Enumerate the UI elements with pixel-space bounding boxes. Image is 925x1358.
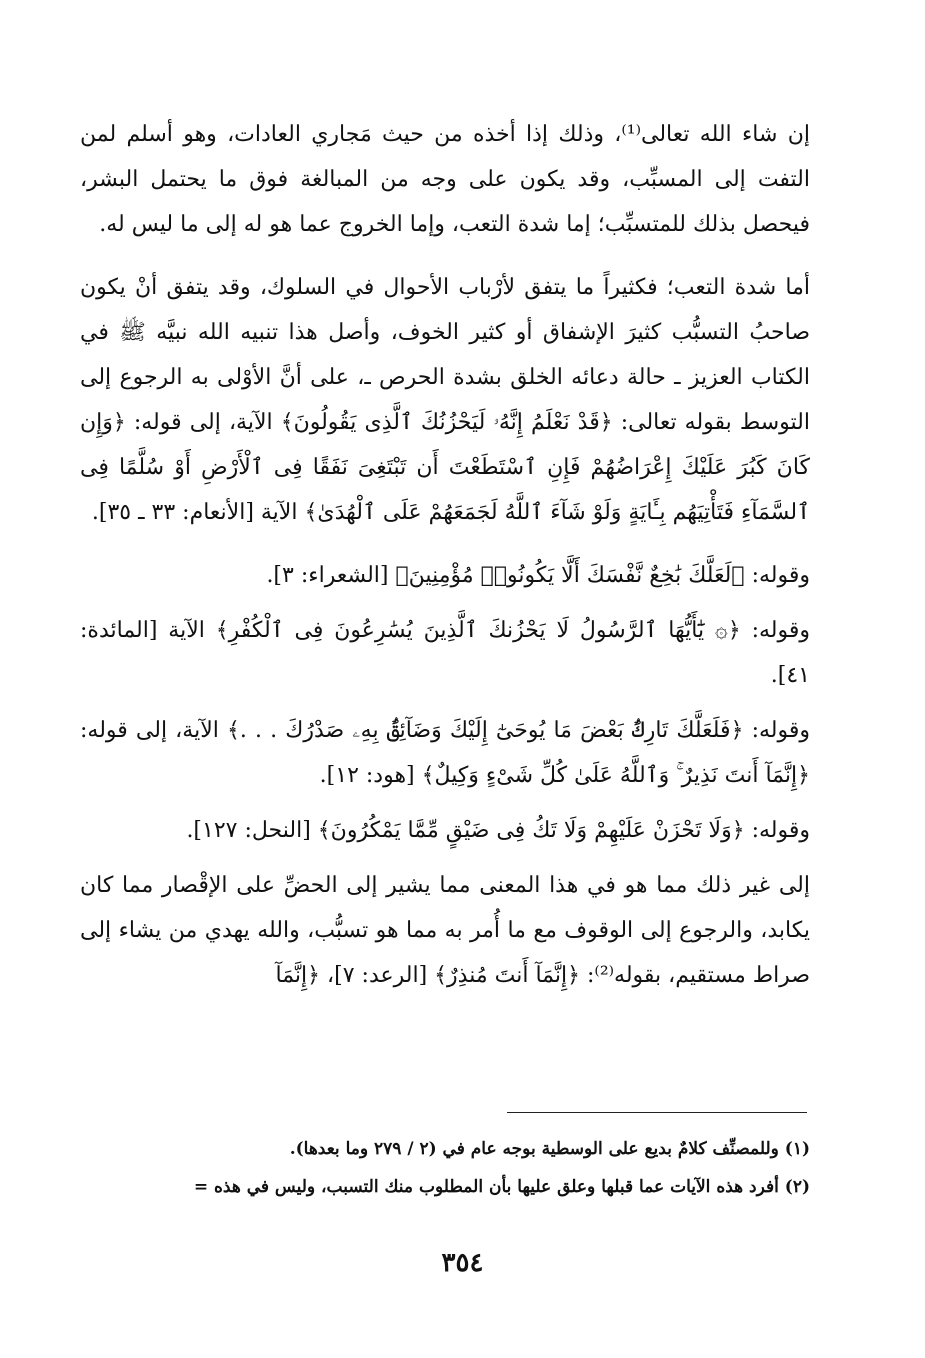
footnote-separator bbox=[507, 1112, 807, 1113]
paragraph-4: وقوله: ﴿۞ يَٰٓأَيُّهَا ٱلرَّسُولُ لَا يَحْزُنكَ ٱلَّذِينَ يُسَٰرِعُونَ فِى ٱلْكُفْرِ﴾ الآية [المائدة: ٤١]. bbox=[80, 618, 810, 688]
paragraph-3: وقوله: ﴿لَعَلَّكَ بَٰخِعٌ نَّفْسَكَ أَلَّا يَكُونُوا۟ مُؤْمِنِينَ﴾ [الشعراء: ٣]. bbox=[266, 563, 810, 588]
page-number: ٣٥٤ bbox=[441, 1248, 484, 1278]
paragraph-2: أما شدة التعب؛ فكثيراً ما يتفق لأرْباب الأحوال في السلوك، وقد يتفق أنْ يكون صاحبُ التسبُّب كثيرَ الإشفاق أو كثير الخوف، وأصل هذا تنبيه الله نبيَّه ﷺ في الكتاب العزيز ـ حالة دعائه الخلق بشدة الحرص ـ، على أنَّ الأوْلى به الرجوع إلى التوسط بقوله تعالى: ﴿قَدْ نَعْلَمُ إِنَّهُۥ لَيَحْزُنُكَ ٱلَّذِى يَقُولُونَ﴾ الآية، إلى قوله: ﴿وَإِن كَانَ كَبُرَ عَلَيْكَ إِعْرَاضُهُمْ فَإِنِ ٱسْتَطَعْتَ أَن تَبْتَغِىَ نَفَقًا فِى ٱلْأَرْضِ أَوْ سُلَّمًا فِى ٱلسَّمَآءِ فَتَأْتِيَهُم بِـَٔايَةٍ وَلَوْ شَآءَ ٱللَّهُ لَجَمَعَهُمْ عَلَى ٱلْهُدَىٰ﴾ الآية [الأنعام: ٣٣ ـ ٣٥]. bbox=[80, 275, 810, 525]
paragraph-5: وقوله: ﴿فَلَعَلَّكَ تَارِكٌۢ بَعْضَ مَا يُوحَىٰٓ إِلَيْكَ وَضَآئِقٌۢ بِهِۦ صَدْرُكَ . . .﴾ الآية، إلى قوله: ﴿إِنَّمَآ أَنتَ نَذِيرٌ ۚ وَٱللَّهُ عَلَىٰ كُلِّ شَىْءٍ وَكِيلٌ﴾ [هود: ١٢]. bbox=[80, 718, 810, 788]
footnotes bbox=[60, 1130, 810, 1206]
main-text bbox=[80, 112, 810, 1016]
paragraph-7: إلى غير ذلك مما هو في هذا المعنى مما يشير إلى الحضِّ على الإقْصار مما كان يكابد، والرجوع إلى الوقوف مع ما أُمر به مما هو تسبُّب، والله يهدي من يشاء إلى صراط مستقيم، بقوله⁽²⁾: ﴿إِنَّمَآ أَنتَ مُنذِرٌ﴾ [الرعد: ٧]، ﴿إِنَّمَآ bbox=[80, 873, 810, 988]
footnote-1: (١) وللمصنِّف كلامٌ بديع على الوسطية بوجه عام في (٢ / ٢٧٩ وما بعدها). bbox=[289, 1139, 810, 1159]
paragraph-6: وقوله: ﴿وَلَا تَحْزَنْ عَلَيْهِمْ وَلَا تَكُ فِى ضَيْقٍ مِّمَّا يَمْكُرُونَ﴾ [النحل: ١٢٧]. bbox=[186, 818, 810, 843]
paragraph-1: إن شاء الله تعالى⁽¹⁾، وذلك إذا أخذه من حيث مَجاري العادات، وهو أسلم لمن التفت إلى المسبِّب، وقد يكون على وجه من المبالغة فوق ما يحتمل البشر، فيحصل بذلك للمتسبِّب؛ إما شدة التعب، وإما الخروج عما هو له إلى ما ليس له. bbox=[80, 122, 810, 237]
footnote-2: (٢) أفرد هذه الآيات عما قبلها وعلق عليها بأن المطلوب منك التسبب، وليس في هذه = bbox=[193, 1177, 810, 1197]
